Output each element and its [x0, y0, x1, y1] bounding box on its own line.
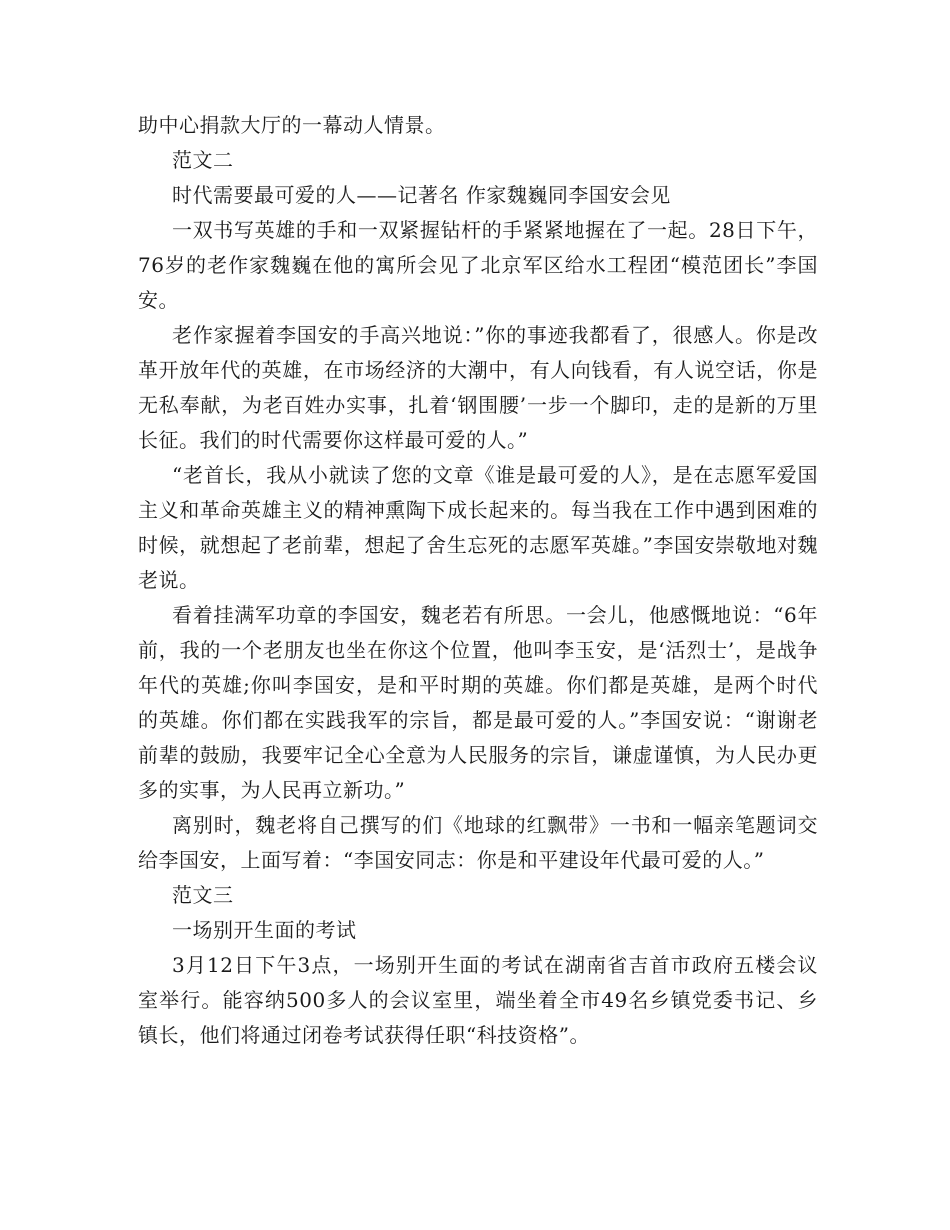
section-heading-sample-three: 范文三: [172, 883, 234, 907]
article-title-sample-two: 时代需要最可爱的人——记著名 作家魏巍同李国安会见: [172, 183, 671, 207]
paragraph: 看着挂满军功章的李国安，魏老若有所思。一会儿，他感慨地说：“6年前，我的一个老朋友也坐在你这个位置，他叫李玉安，是‘活烈士’，是战争年代的英雄;你叫李国安，是和平时期的英雄。你们都是英雄，是两个时代的英雄。你们都在实践我军的宗旨，都是最可爱的人。”李国安说：“谢谢老前辈的鼓励，我要牢记全心全意为人民服务的宗旨，谦虚谨慎，为人民办更多的实事，为人民再立新功。”: [138, 603, 818, 802]
article-title-sample-three: 一场别开生面的考试: [172, 918, 357, 942]
paragraph: “老首长，我从小就读了您的文章《谁是最可爱的人》，是在志愿军爱国主义和革命英雄主义的精神熏陶下成长起来的。每当我在工作中遇到困难的时候，就想起了老前辈，想起了舍生忘死的志愿军英雄。”李国安崇敬地对魏老说。: [138, 463, 818, 592]
document-body: [138, 108, 818, 1053]
paragraph: 一双书写英雄的手和一双紧握钻杆的手紧紧地握在了一起。28日下午，76岁的老作家魏巍在他的寓所会见了北京军区给水工程团“模范团长”李国安。: [138, 218, 818, 312]
paragraph: 离别时，魏老将自己撰写的们《地球的红飘带》一书和一幅亲笔题词交给李国安，上面写着：“李国安同志：你是和平建设年代最可爱的人。”: [138, 813, 818, 872]
paragraph: 3月12日下午3点，一场别开生面的考试在湖南省吉首市政府五楼会议室举行。能容纳500多人的会议室里，端坐着全市49名乡镇党委书记、乡镇长，他们将通过闭卷考试获得任职“科技资格”。: [138, 953, 818, 1047]
section-heading-sample-two: 范文二: [172, 148, 234, 172]
paragraph: 老作家握着李国安的手高兴地说：”你的事迹我都看了，很感人。你是改革开放年代的英雄，在市场经济的大潮中，有人向钱看，有人说空话，你是无私奉献，为老百姓办实事，扎着‘钢围腰’一步一个脚印，走的是新的万里长征。我们的时代需要你这样最可爱的人。”: [138, 323, 818, 452]
paragraph-continuation: 助中心捐款大厅的一幕动人情景。: [138, 113, 446, 137]
